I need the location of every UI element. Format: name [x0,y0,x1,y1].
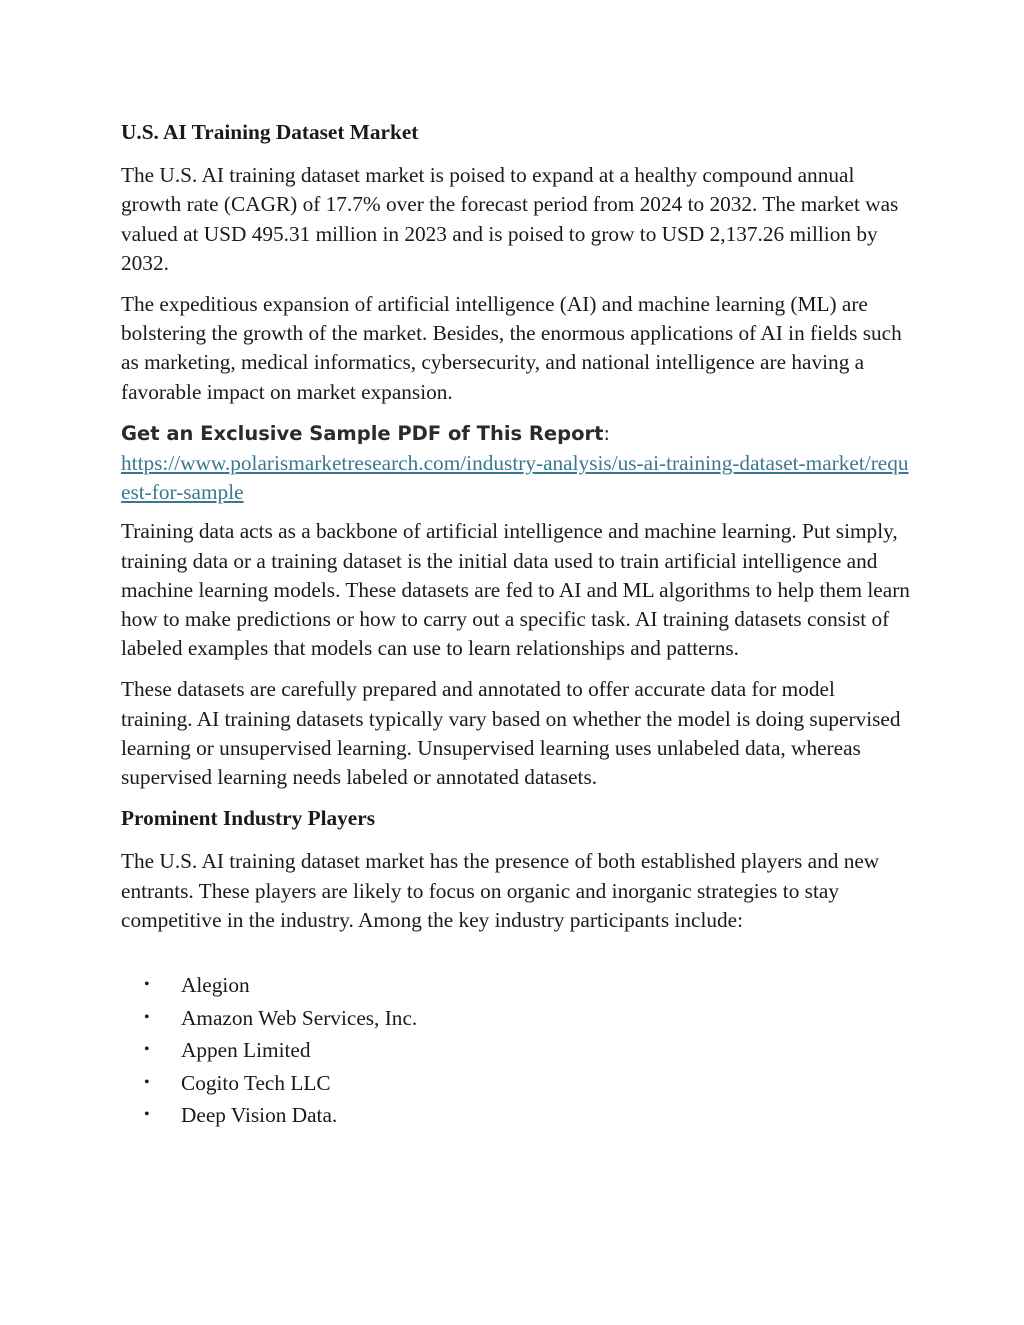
player-name: Appen Limited [181,1038,311,1063]
paragraph-players-intro: The U.S. AI training dataset market has the presence of both established players and new entrants. These players are likely to focus on organic and inorganic strategies to stay competitive in the industry. Among the key industry participants include: [121,849,880,932]
sample-report-label: Get an Exclusive Sample PDF of This Report [121,421,604,445]
list-item [121,1002,911,1035]
player-name: Alegion [181,973,250,998]
sample-report-callout [121,419,911,508]
list-item [121,1034,911,1067]
document-page [121,118,911,1132]
list-item [121,1067,911,1100]
player-name: Cogito Tech LLC [181,1070,331,1095]
paragraph-training-data: Training data acts as a backbone of artificial intelligence and machine learning. Put simply, training data or a training dataset is the initial data used to train artificial intelligence and machine learning models. These datasets are fed to AI and ML algorithms to help them learn how to make predictions or how to carry out a specific task. AI training datasets consist of labeled examples that models can use to learn relationships and patterns. [121,519,910,661]
paragraph-market-size: The U.S. AI training dataset market is poised to expand at a healthy compound annual growth rate (CAGR) of 17.7% over the forecast period from 2024 to 2032. The market was valued at USD 495.31 million in 2023 and is poised to grow to USD 2,137.26 million by 2032. [121,163,899,275]
bullet-icon: • [144,1041,150,1059]
document-title: U.S. AI Training Dataset Market [121,120,419,144]
bullet-icon: • [144,976,150,994]
sample-report-link[interactable]: https://www.polarismarketresearch.com/industry-analysis/us-ai-training-dataset-market/request-for-sample [121,451,909,505]
paragraph-growth-drivers: The expeditious expansion of artificial intelligence (AI) and machine learning (ML) are bolstering the growth of the market. Besides, the enormous applications of AI in fields such as marketing, medical informatics, cybersecurity, and national intelligence are having a favorable impact on market expansion. [121,292,902,404]
player-name: Deep Vision Data. [181,1103,338,1128]
list-item [121,969,911,1002]
bullet-icon: • [144,1073,150,1091]
players-list [121,969,911,1132]
bullet-icon: • [144,1008,150,1026]
list-item [121,1099,911,1132]
player-name: Amazon Web Services, Inc. [181,1005,418,1030]
bullet-icon: • [144,1106,150,1124]
paragraph-annotation: These datasets are carefully prepared and annotated to offer accurate data for model training. AI training datasets typically vary based on whether the model is doing supervised learning or unsupervised learning. Unsupervised learning uses unlabeled data, whereas supervised learning needs labeled or annotated datasets. [121,677,901,790]
sample-report-colon: : [603,422,610,445]
section-heading-players: Prominent Industry Players [121,806,375,831]
